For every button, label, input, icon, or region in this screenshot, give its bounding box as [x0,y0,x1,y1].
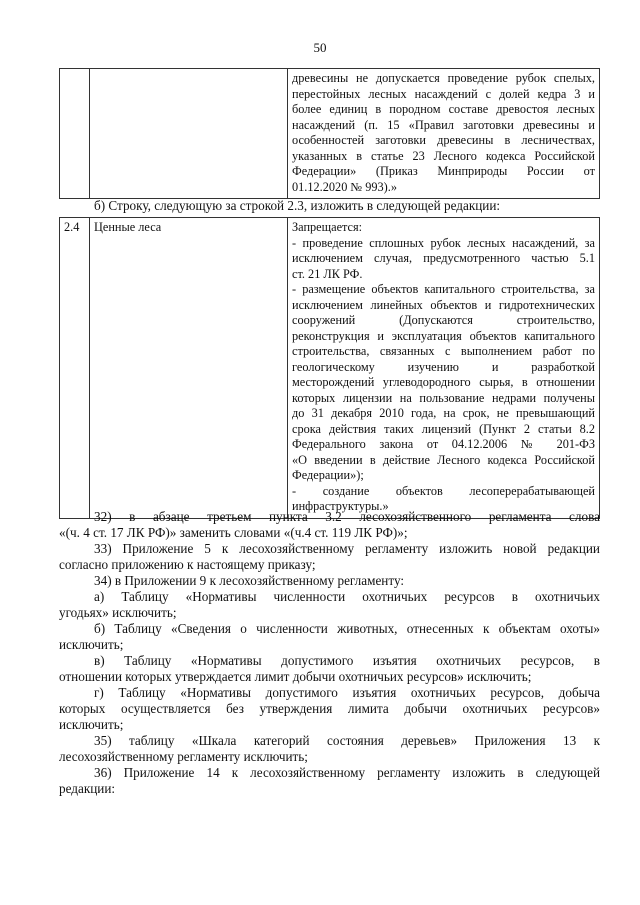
table-cell-name: Ценные леса [90,218,288,519]
paragraph-34b [59,621,600,653]
paragraph-line: лесохозяйственному регламенту исключить; [59,749,308,764]
cell-line: 01.12.2020 № 993).» [292,179,397,194]
paragraph-line: угодьях» исключить; [59,605,177,620]
cell-line: древесины не допускается проведение рубок спелых, [292,71,595,85]
cell-line: Федерации»); [292,468,364,482]
paragraph-34d [59,685,600,733]
cell-line: геологическому изучению и разработкой [292,359,595,374]
table-cell-name [90,69,288,199]
paragraph-line: б) Строку, следующую за строкой 2.3, изложить в следующей редакции: [94,198,501,213]
cell-line: перестойных лесных насаждений с долей кедра 3 и [292,86,595,101]
table-cell-content [288,218,600,519]
cell-line: сооружений (Допускаются строительство, [292,313,595,327]
cell-line: до 31 декабря 2010 года, на срок, не превышающий [292,406,595,420]
table-row-2-4 [59,217,600,519]
cell-line: более единиц в породном составе древостоя лесных [292,102,595,116]
cell-line: реконструкция и эксплуатация объектов капитального [292,328,595,343]
paragraph-line: отношении которых утверждается лимит добычи охотничьих ресурсов» исключить; [59,669,532,684]
cell-line: - размещение объектов капитального строительства, за [292,282,595,296]
cell-line: исключением линейных объектов и гидротехнических [292,297,595,312]
paragraph-line: 33) Приложение 5 к лесохозяйственному регламенту изложить новой редакции [94,541,600,556]
paragraph-34 [59,573,600,589]
paragraph-line: редакции: [59,781,116,796]
cell-line: Запрещается: [292,220,363,234]
table-cell-number [60,69,90,199]
paragraph-line: исключить; [59,637,124,652]
paragraph-35 [59,733,600,765]
page-number: 50 [313,40,327,55]
paragraph-line: 34) в Приложении 9 к лесохозяйственному регламенту: [94,573,405,588]
paragraph-line: исключить; [59,717,124,732]
cell-line: исключением случая, предусмотренного частью 5.1 [292,251,595,265]
paragraph-line: 32) в абзаце третьем пункта 3.2 лесохозяйственного регламента слова [94,509,600,524]
paragraph-34c [59,653,600,685]
paragraph-33 [59,541,600,573]
paragraph-32 [59,509,600,541]
table-continuation [59,68,600,199]
intro-paragraph-b [59,198,600,214]
paragraph-line: «(ч. 4 ст. 17 ЛК РФ)» заменить словами «(ч.4 ст. 119 ЛК РФ)»; [59,525,408,540]
paragraph-36 [59,765,600,797]
cell-line: Федерального закона от 04.12.2006 № 201-ФЗ [292,437,595,451]
cell-line: месторождений углеводородного сырья, в отношении [292,375,595,389]
paragraph-line: а) Таблицу «Нормативы численности охотничьих ресурсов в охотничьих [94,589,600,604]
table-cell-content [288,69,600,199]
cell-line: Федерации» (Приказ Минприроды России от [292,164,595,178]
paragraph-line: которых осуществляется без утверждения лимита добычи охотничьих ресурсов» [59,701,600,716]
cell-line: насаждений (п. 15 «Правил заготовки древесины и [292,117,595,132]
cell-line: указанных в статье 23 Лесного кодекса Российской [292,148,595,163]
table-cell-number: 2.4 [60,218,90,519]
paragraph-line: согласно приложению к настоящему приказу; [59,557,316,572]
table-row [60,69,600,199]
cell-line: строительства, связанных с выполнением работ по [292,344,595,358]
paragraph-line: б) Таблицу «Сведения о численности животных, отнесенных к объектам охоты» [94,621,600,636]
cell-line: ст. 21 ЛК РФ. [292,266,363,281]
cell-line: которых лицензии на пользование недрами получены [292,390,595,405]
paragraph-line: 36) Приложение 14 к лесохозяйственному регламенту изложить в следующей [94,765,600,780]
cell-line: инфраструктуры.» [292,499,389,513]
cell-line: срока действия таких лицензий (Пункт 2 статьи 8.2 [292,421,595,436]
cell-line: «О введении в действие Лесного кодекса Российской [292,452,595,467]
paragraph-line: 35) таблицу «Шкала категорий состояния деревьев» Приложения 13 к [94,733,600,748]
cell-line: - проведение сплошных рубок лесных насаждений, за [292,235,595,250]
cell-line: особенностей заготовки древесины в лесничествах, [292,133,595,147]
paragraph-line: в) Таблицу «Нормативы допустимого изъятия охотничьих ресурсов, в [94,653,600,668]
paragraph-34a [59,589,600,621]
table-row [60,218,600,519]
cell-line: - создание объектов лесоперерабатывающей [292,483,595,498]
paragraph-line: г) Таблицу «Нормативы допустимого изъятия охотничьих ресурсов, добыча [94,685,600,700]
